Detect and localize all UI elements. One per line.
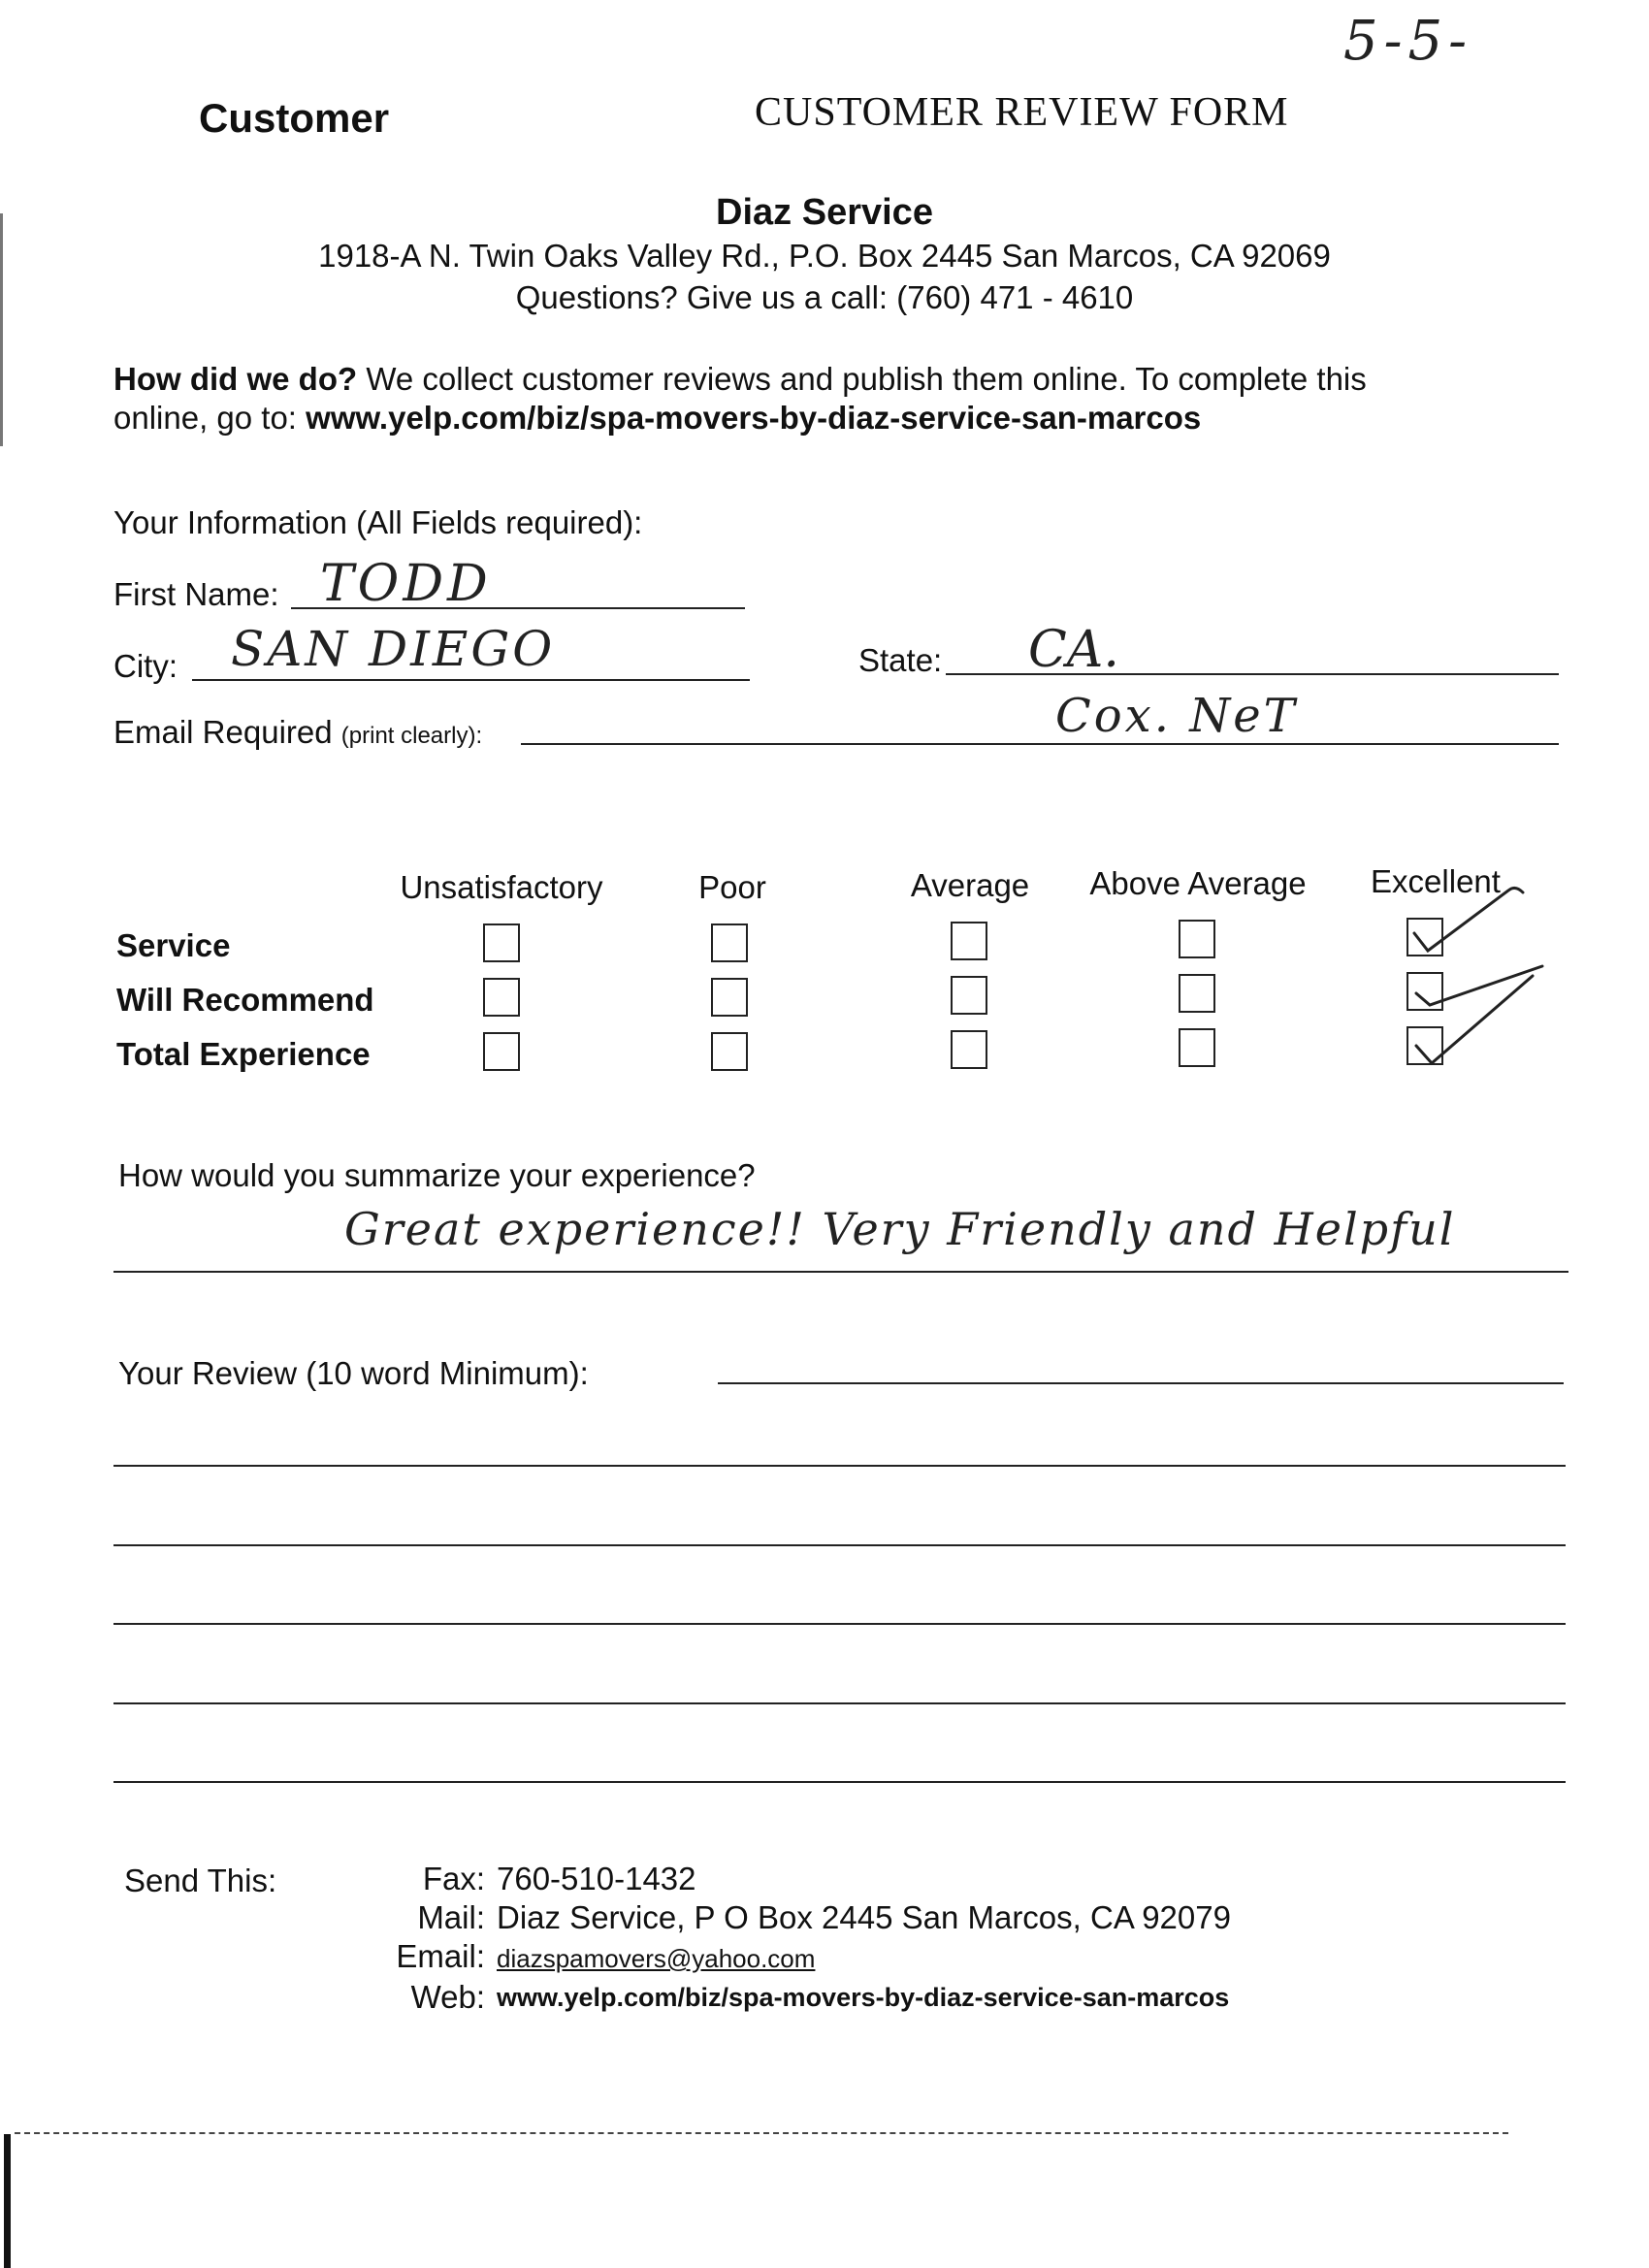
intro-line-2 — [113, 400, 1201, 437]
city-field[interactable] — [192, 679, 750, 681]
customer-label: Customer — [199, 95, 390, 141]
recommend-above-average-checkbox[interactable] — [1179, 974, 1215, 1013]
recommend-average-checkbox[interactable] — [951, 976, 987, 1015]
intro-text-2: online, go to: — [113, 400, 307, 436]
company-address: 1918-A N. Twin Oaks Valley Rd., P.O. Box 2445 San Marcos, CA 92069 — [318, 238, 1331, 274]
rating-row-experience-label: Total Experience — [116, 1036, 371, 1072]
review-line-2[interactable] — [113, 1465, 1566, 1467]
rating-header-above-average: Above Average — [1089, 865, 1307, 901]
form-title: CUSTOMER REVIEW FORM — [755, 90, 1289, 135]
intro-line-1 — [113, 361, 1367, 398]
service-unsatisfactory-checkbox[interactable] — [483, 923, 520, 962]
service-above-average-checkbox[interactable] — [1179, 920, 1215, 958]
service-poor-checkbox[interactable] — [711, 923, 748, 962]
cut-line — [15, 2132, 1508, 2134]
city-label: City: — [113, 648, 178, 684]
recommend-unsatisfactory-checkbox[interactable] — [483, 978, 520, 1017]
info-heading: Your Information (All Fields required): — [113, 504, 643, 540]
send-mail-value: Diaz Service, P O Box 2445 San Marcos, CA 92079 — [497, 1899, 1231, 1935]
email-label: Email Required — [113, 714, 333, 750]
email-field[interactable] — [521, 743, 1559, 745]
send-web-label: Web: — [410, 1979, 485, 2015]
service-average-checkbox[interactable] — [951, 922, 987, 960]
rating-header-average: Average — [910, 867, 1030, 903]
check-mark-service — [1414, 888, 1523, 951]
send-email-value[interactable]: diazspamovers@yahoo.com — [497, 1944, 816, 1973]
review-line-6[interactable] — [113, 1781, 1566, 1783]
first-name-value: TODD — [320, 555, 492, 613]
email-note: (print clearly): — [340, 723, 483, 749]
review-line-5[interactable] — [113, 1702, 1566, 1704]
review-label: Your Review (10 word Minimum): — [118, 1355, 589, 1391]
corner-handwritten-mark: 5-5- — [1343, 10, 1473, 73]
first-name-label: First Name: — [113, 576, 279, 612]
rating-header-unsatisfactory: Unsatisfactory — [400, 869, 603, 905]
send-mail-label: Mail: — [417, 1899, 485, 1935]
company-phone: Questions? Give us a call: (760) 471 - 4610 — [515, 279, 1134, 315]
summary-field[interactable] — [113, 1271, 1568, 1273]
experience-unsatisfactory-checkbox[interactable] — [483, 1032, 520, 1071]
handwritten-check-marks — [1387, 873, 1571, 1086]
review-line-4[interactable] — [113, 1623, 1566, 1625]
recommend-poor-checkbox[interactable] — [711, 978, 748, 1017]
review-line-3[interactable] — [113, 1544, 1566, 1546]
review-line-1[interactable] — [718, 1382, 1564, 1384]
rating-row-service-label: Service — [116, 927, 231, 963]
send-web-value[interactable]: www.yelp.com/biz/spa-movers-by-diaz-service-san-marcos — [497, 1983, 1230, 2012]
send-fax-label: Fax: — [422, 1861, 485, 1896]
rating-header-excellent: Excellent — [1371, 863, 1501, 899]
intro-text-1: We collect customer reviews and publish them online. To complete this — [357, 361, 1367, 397]
send-label: Send This: — [124, 1863, 277, 1898]
company-name: Diaz Service — [716, 192, 933, 233]
send-email-label: Email: — [396, 1938, 485, 1974]
intro-lead: How did we do? — [113, 361, 358, 397]
summary-answer: Great experience!! Very Friendly and Helpful — [344, 1203, 1456, 1255]
city-value: SAN DIEGO — [231, 621, 556, 677]
scan-edge-mark — [4, 2134, 11, 2268]
rating-header-poor: Poor — [698, 869, 766, 905]
state-value: CA. — [1028, 621, 1119, 679]
experience-poor-checkbox[interactable] — [711, 1032, 748, 1071]
email-value: Cox. NeT — [1055, 689, 1298, 743]
summary-question: How would you summarize your experience? — [118, 1157, 756, 1193]
intro-url[interactable]: www.yelp.com/biz/spa-movers-by-diaz-service-san-marcos — [306, 400, 1202, 436]
experience-above-average-checkbox[interactable] — [1179, 1028, 1215, 1067]
experience-average-checkbox[interactable] — [951, 1030, 987, 1069]
state-label: State: — [858, 642, 943, 678]
email-label-row — [113, 714, 482, 751]
send-fax-value: 760-510-1432 — [497, 1861, 696, 1896]
rating-row-recommend-label: Will Recommend — [116, 982, 374, 1018]
